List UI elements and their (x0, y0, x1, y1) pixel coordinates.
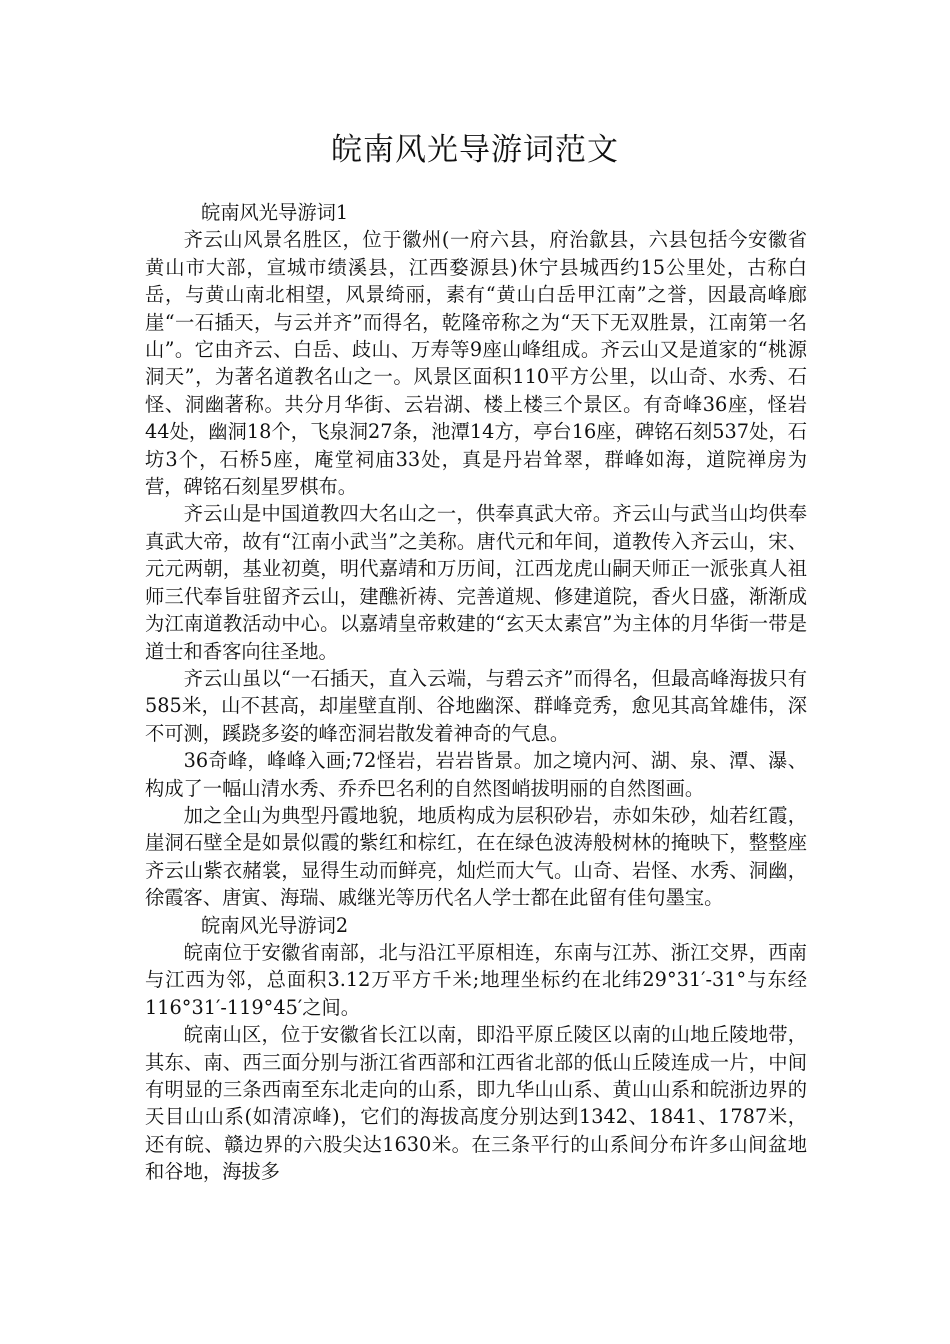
paragraph: 齐云山风景名胜区，位于徽州(一府六县，府治歙县，六县包括今安徽省黄山市大部，宣城市绩溪县，江西婺源县)休宁县城西约15公里处，古称白岳，与黄山南北相望，风景绮丽，素有“黄山白岳甲江南”之誉，因最高峰廊崖“一石插天，与云并齐”而得名，乾隆帝称之为“天下无双胜景，江南第一名山”。它由齐云、白岳、歧山、万寿等9座山峰组成。齐云山又是道家的“桃源洞天”，为著名道教名山之一。风景区面积110平方公里，以山奇、水秀、石怪、洞幽著称。共分月华街、云岩湖、楼上楼三个景区。有奇峰36座，怪岩44处，幽洞18个，飞泉洞27条，池潭14方，亭台16座，碑铭石刻537处，石坊3个，石桥5座，庵堂祠庙33处，真是丹岩耸翠，群峰如海，道院禅房为营，碑铭石刻星罗棋布。 (145, 228, 807, 499)
paragraph: 皖南位于安徽省南部，北与沿江平原相连，东南与江苏、浙江交界，西南与江西为邻，总面积3.12万平方千米;地理坐标约在北纬29°31′-31°与东经116°31′-119°45′之间。 (145, 940, 807, 1019)
document-body (145, 199, 807, 1186)
paragraph: 皖南山区，位于安徽省长江以南，即沿平原丘陵区以南的山地丘陵地带，其东、南、西三面分别与浙江省西部和江西省北部的低山丘陵连成一片，中间有明显的三条西南至东北走向的山系，即九华山山系、黄山山系和皖浙边界的天目山山系(如清凉峰)，它们的海拔高度分别达到1342、1841、1787米，还有皖、赣边界的六股尖达1630米。在三条平行的山系间分布许多山间盆地和谷地，海拔多 (145, 1023, 807, 1184)
paragraph: 36奇峰，峰峰入画;72怪岩，岩岩皆景。加之境内河、湖、泉、潭、瀑、构成了一幅山清水秀、乔乔巴名利的自然图峭拔明丽的自然图画。 (145, 749, 807, 800)
section-heading-2: 皖南风光导游词2 (200, 913, 349, 937)
paragraph: 齐云山虽以“一石插天，直入云端，与碧云齐”而得名，但最高峰海拔只有585米，山不甚高，却崖壁直削、谷地幽深、群峰竞秀，愈见其高耸雄伟，深不可测，蹊跷多姿的峰峦洞岩散发着神奇的气息。 (145, 666, 807, 745)
document-title: 皖南风光导游词范文 (331, 132, 619, 168)
paragraph: 加之全山为典型丹霞地貌，地质构成为层积砂岩，赤如朱砂，灿若红霞，崖洞石壁全是如景似霞的紫红和棕红，在在绿色波涛般树林的掩映下，整整座齐云山紫衣赭裳，显得生动而鲜亮，灿烂而大气。山奇、岩怪、水秀、洞幽，徐霞客、唐寅、海瑞、戚继光等历代名人学士都在此留有佳句墨宝。 (145, 803, 807, 910)
paragraph: 齐云山是中国道教四大名山之一，供奉真武大帝。齐云山与武当山均供奉真武大帝，故有“江南小武当”之美称。唐代元和年间，道教传入齐云山，宋、元元两朝，基业初奠，明代嘉靖和万历间，江西龙虎山嗣天师正一派张真人祖师三代奉旨驻留齐云山，建醮祈祷、完善道规、修建道院，香火日盛，渐渐成为江南道教活动中心。以嘉靖皇帝敕建的“玄天太素宫”为主体的月华街一带是道士和香客向往圣地。 (145, 502, 807, 663)
section-heading-1: 皖南风光导游词1 (200, 201, 349, 224)
